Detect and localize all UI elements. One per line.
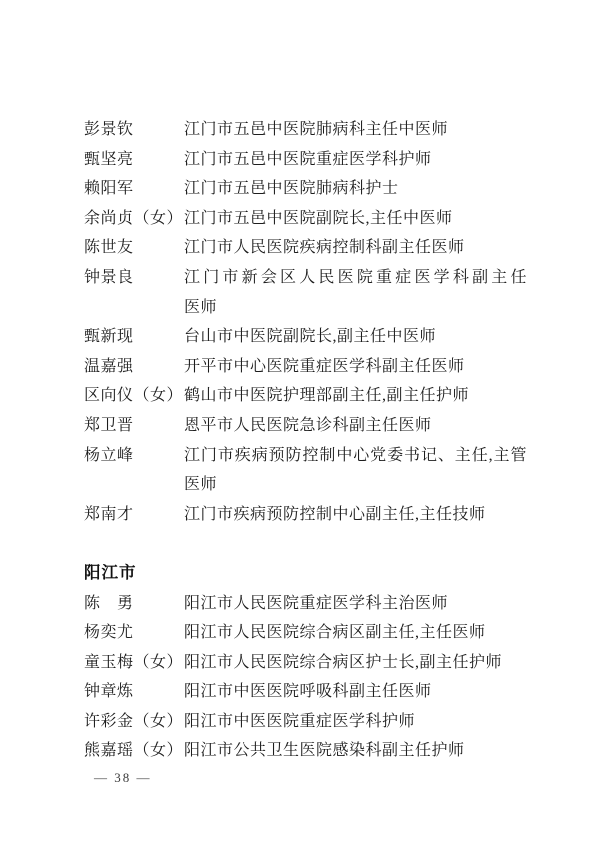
- person-name: 郑卫晋: [84, 416, 134, 434]
- roster-row: [84, 411, 527, 441]
- person-title: [184, 174, 527, 204]
- roster-row: [84, 589, 527, 619]
- roster-row: [84, 677, 527, 707]
- section-title: 阳江市: [84, 563, 137, 582]
- roster-row: [84, 381, 527, 411]
- title-line: 阳江市公共卫生医院感染科副主任护师: [184, 742, 465, 760]
- roster-row: [84, 648, 527, 678]
- roster-row: [84, 233, 527, 263]
- person-title: [184, 204, 527, 234]
- person-title: [184, 648, 527, 678]
- document-body: [84, 115, 527, 766]
- person-title: [184, 500, 527, 530]
- title-line: 台山市中医院副院长,副主任中医师: [184, 328, 437, 346]
- person-name: 郑南才: [84, 505, 134, 523]
- title-line: 鹤山市中医院护理部副主任,副主任护师: [184, 387, 470, 405]
- title-line: 江门市五邑中医院副院长,主任中医师: [184, 209, 453, 227]
- person-title: [184, 381, 527, 411]
- person-title: [184, 233, 527, 263]
- title-line: 阳江市中医医院呼吸科副主任医师: [184, 683, 432, 701]
- person-name: 温嘉强: [84, 357, 134, 375]
- roster-row: [84, 352, 527, 382]
- person-title: [184, 411, 527, 441]
- title-line: 江门市五邑中医院重症医学科护师: [184, 150, 432, 168]
- roster-row: [84, 263, 527, 322]
- person-title: [184, 589, 527, 619]
- person-name: 童玉梅（女）: [84, 653, 184, 671]
- title-line: 恩平市人民医院急诊科副主任医师: [184, 416, 432, 434]
- person-title: [184, 736, 527, 766]
- roster-row: [84, 145, 527, 175]
- person-name: 钟章炼: [84, 683, 134, 701]
- person-name: 熊嘉瑶（女）: [84, 742, 184, 760]
- person-title: [184, 707, 527, 737]
- person-name: 甄新现: [84, 328, 134, 346]
- page-number: — 38 —: [94, 770, 152, 785]
- title-line: 江门市新会区人民医院重症医学科副主任: [184, 268, 527, 286]
- person-title: [184, 352, 527, 382]
- roster-row: [84, 441, 527, 500]
- roster-row: [84, 115, 527, 145]
- title-line: 阳江市中医医院重症医学科护师: [184, 712, 416, 730]
- title-line: 开平市中心医院重症医学科副主任医师: [184, 357, 465, 375]
- person-title: [184, 145, 527, 175]
- person-title: [184, 618, 527, 648]
- title-line: 阳江市人民医院综合病区副主任,主任医师: [184, 624, 486, 642]
- roster-section: [84, 115, 527, 529]
- roster-row: [84, 500, 527, 530]
- person-title: [184, 441, 527, 500]
- roster-section: [84, 559, 527, 766]
- roster-row: [84, 204, 527, 234]
- title-line: 阳江市人民医院综合病区护士长,副主任护师: [184, 653, 503, 671]
- roster-row: [84, 707, 527, 737]
- person-title: [184, 322, 527, 352]
- person-name: 杨立峰: [84, 446, 134, 464]
- person-name: 彭景钦: [84, 121, 134, 138]
- title-line: 医师: [184, 298, 218, 316]
- person-name: 区向仪（女）: [84, 387, 184, 405]
- person-title: [184, 677, 527, 707]
- person-name: 余尚贞（女）: [84, 209, 184, 227]
- person-title: [184, 115, 527, 145]
- person-title: [184, 263, 527, 322]
- roster-row: [84, 618, 527, 648]
- person-name: 杨奕尤: [84, 624, 134, 642]
- person-name: 钟景良: [84, 268, 134, 286]
- person-name: 陈世友: [84, 239, 134, 257]
- title-line: 江门市疾病预防控制中心副主任,主任技师: [184, 505, 486, 523]
- title-line: 江门市疾病预防控制中心党委书记、主任,主管: [184, 446, 527, 464]
- title-line: 阳江市人民医院重症医学科主治医师: [184, 594, 449, 612]
- person-name: 许彩金（女）: [84, 712, 184, 730]
- roster-row: [84, 736, 527, 766]
- title-line: 医师: [184, 476, 218, 494]
- title-line: 江门市五邑中医院肺病科护士: [184, 180, 399, 198]
- person-name: 陈 勇: [84, 594, 134, 612]
- title-line: 江门市五邑中医院肺病科主任中医师: [184, 121, 449, 138]
- roster-row: [84, 174, 527, 204]
- person-name: 甄坚亮: [84, 150, 134, 168]
- roster-row: [84, 322, 527, 352]
- title-line: 江门市人民医院疾病控制科副主任医师: [184, 239, 465, 257]
- person-name: 赖阳军: [84, 180, 134, 198]
